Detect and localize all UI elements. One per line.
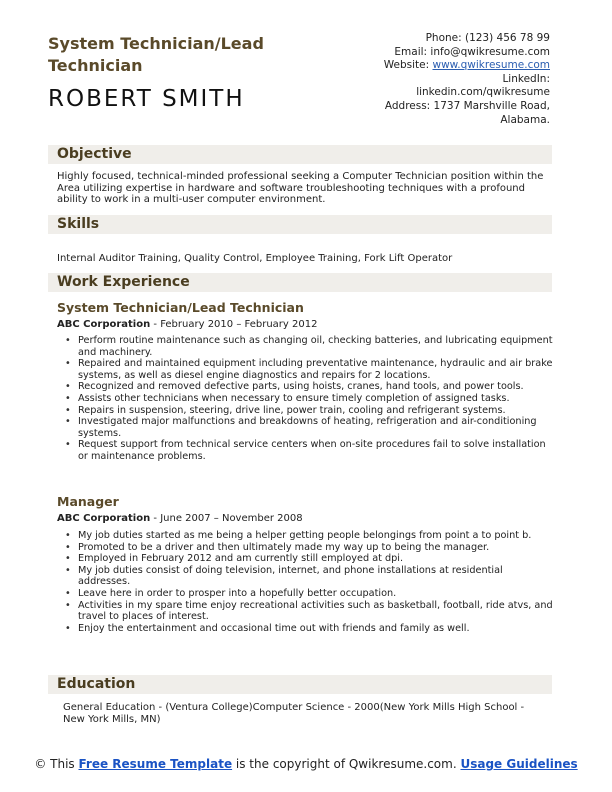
job-dates: - February 2010 – February 2012 (150, 319, 318, 330)
list-item: • My job duties consist of doing television, internet, and phone installations at residential addresses. (57, 565, 555, 588)
footer (0, 757, 612, 771)
list-item: • Enjoy the entertainment and occasional time out with friends and family as well. (57, 623, 555, 635)
job-meta (57, 513, 303, 524)
job-dates: - June 2007 – November 2008 (150, 513, 303, 524)
work-heading: Work Experience (57, 274, 190, 290)
job-bullets (57, 530, 555, 634)
contact-phone: Phone: (123) 456 78 99 (425, 32, 550, 44)
resume-title: System Technician/Lead Technician (48, 34, 264, 75)
list-item: • Activities in my spare time enjoy recreational activities such as basketball, football, ride atvs, and travel to places of interest. (57, 600, 555, 623)
objective-text: Highly focused, technical-minded professional seeking a Computer Technician position within the Area utilizing expertise in hardware and software troubleshooting techniques with a profound ability to work in a multi-user computer environment. (57, 171, 544, 206)
list-item: • Employed in February 2012 and am currently still employed at dpi. (57, 553, 555, 565)
candidate-name: ROBERT SMITH (48, 86, 245, 112)
list-item: • Leave here in order to prosper into a hopefully better occupation. (57, 588, 555, 600)
job-company: ABC Corporation (57, 513, 151, 524)
list-item: • Recognized and removed defective parts, using hoists, cranes, hand tools, and power tools. (57, 381, 555, 393)
list-item: • Request support from technical service centers when on-site procedures fail to solve installation or maintenance problems. (57, 439, 555, 462)
contact-address-line2: Alabama. (500, 113, 550, 126)
job-title: System Technician/Lead Technician (57, 300, 304, 315)
list-item: • My job duties started as me being a helper getting people belongings from point a to point b. (57, 530, 555, 542)
free-resume-template-link[interactable]: Free Resume Template (78, 757, 233, 771)
footer-middle: is the copyright of Qwikresume.com. (232, 757, 461, 771)
list-item: • Promoted to be a driver and then ultimately made my way up to being the manager. (57, 542, 555, 554)
job-company: ABC Corporation (57, 319, 151, 330)
contact-linkedin-value: linkedin.com/qwikresume (416, 86, 550, 99)
website-link[interactable]: www.qwikresume.com (432, 59, 550, 72)
job-title: Manager (57, 494, 119, 509)
skills-text: Internal Auditor Training, Quality Control, Employee Training, Fork Lift Operator (57, 253, 453, 264)
website-label: Website: (383, 59, 433, 72)
list-item: • Investigated major malfunctions and breakdowns of heating, refrigeration and air-conditioning systems. (57, 416, 555, 439)
objective-heading: Objective (57, 146, 132, 162)
contact-address-line1: Address: 1737 Marshville Road, (384, 99, 550, 112)
usage-guidelines-link[interactable]: Usage Guidelines (460, 757, 578, 771)
job-meta (57, 319, 317, 330)
contact-linkedin-label: LinkedIn: (502, 72, 550, 85)
education-heading: Education (57, 676, 136, 692)
list-item: • Repairs in suspension, steering, drive line, power train, cooling and refrigerant systems. (57, 405, 555, 417)
job-bullets (57, 335, 555, 463)
skills-heading: Skills (57, 216, 100, 232)
footer-prefix: © This (34, 757, 79, 771)
contact-email: Email: info@qwikresume.com (394, 45, 550, 58)
list-item: • Assists other technicians when necessary to ensure timely completion of assigned tasks. (57, 393, 555, 405)
education-text: General Education - (Ventura College)Computer Science - 2000(New York Mills High School - New York Mills, MN) (63, 702, 525, 725)
list-item: • Perform routine maintenance such as changing oil, checking batteries, and lubricating equipment and machinery. (57, 335, 555, 358)
contact-website (384, 59, 550, 73)
list-item: • Repaired and maintained equipment including preventative maintenance, hydraulic and air brake systems, as well as diesel engine diagnostics and repairs for 2 locations. (57, 358, 555, 381)
skills-header-bar (48, 215, 552, 234)
contact-block (384, 32, 550, 127)
